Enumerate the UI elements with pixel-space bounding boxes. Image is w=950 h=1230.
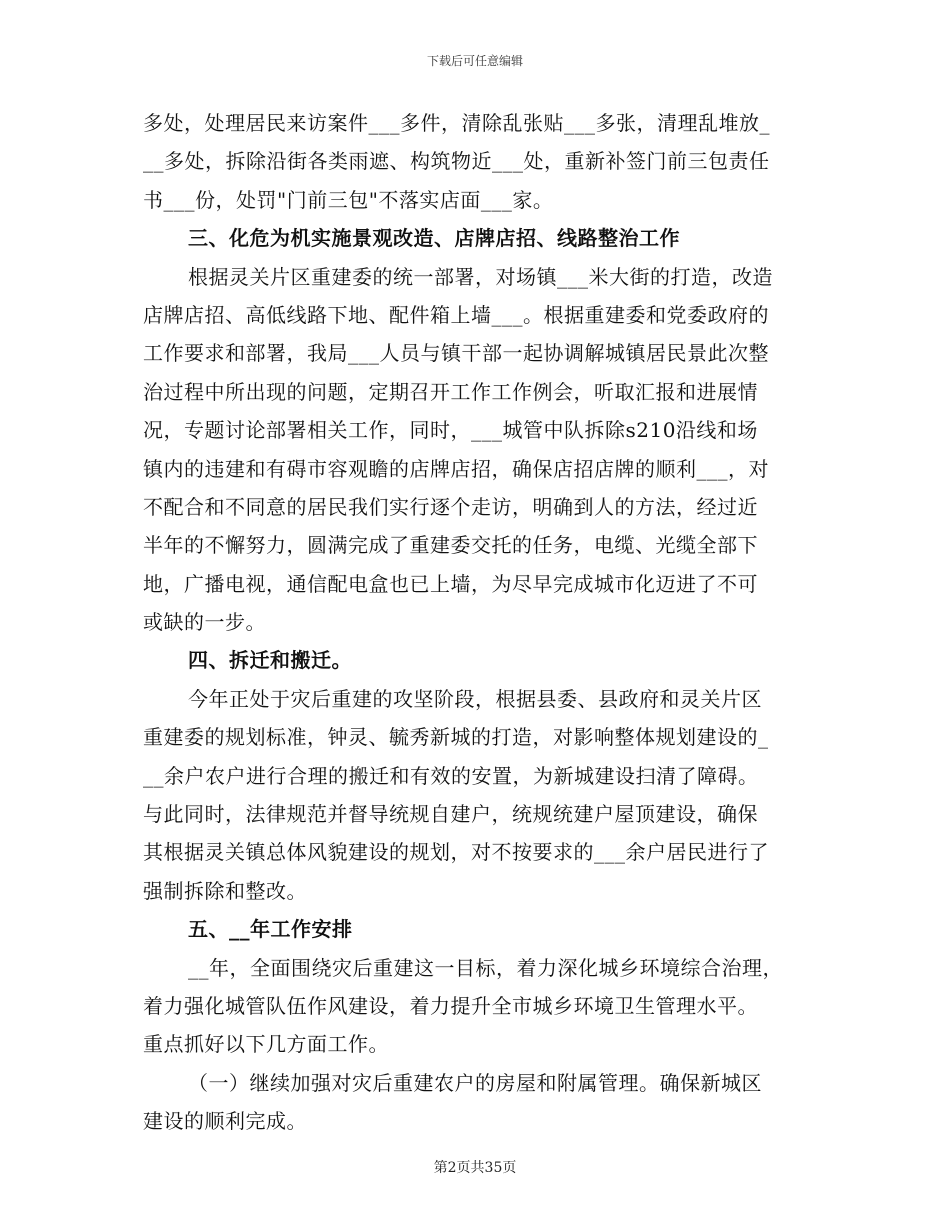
- paragraph-line: __年，全面围绕灾后重建这一目标，着力深化城乡环境综合治理，: [188, 955, 783, 980]
- page-header: 下载后可任意编辑: [426, 54, 523, 68]
- paragraph-line: 今年正处于灾后重建的攻坚阶段，根据县委、县政府和灵关片区: [188, 686, 762, 711]
- paragraph-line: 与此同时，法律规范并督导统规自建户，统规统建户屋顶建设，确保: [143, 802, 758, 827]
- paragraph-line: 书___份，处罚"门前三包"不落实店面___家。: [143, 187, 554, 212]
- paragraph-line: 着力强化城管队伍作风建设，着力提升全市城乡环境卫生管理水平。: [143, 993, 758, 1018]
- paragraph-line: 半年的不懈努力，圆满完成了重建委交托的任务，电缆、光缆全部下: [143, 533, 758, 558]
- paragraph-line: 工作要求和部署，我局___人员与镇干部一起协调解城镇居民景此次整: [143, 341, 769, 366]
- paragraph-line: 重建委的规划标准，钟灵、毓秀新城的打造，对影响整体规划建设的_: [143, 725, 769, 750]
- section-heading: 三、化危为机实施景观改造、店牌店招、线路整治工作: [188, 226, 680, 251]
- paragraph-line: 或缺的一步。: [143, 610, 266, 635]
- paragraph-line: 不配合和不同意的居民我们实行逐个走访，明确到人的方法，经过近: [143, 494, 758, 519]
- paragraph-line: 重点抓好以下几方面工作。: [143, 1032, 389, 1057]
- paragraph-line: 强制拆除和整改。: [143, 878, 307, 903]
- paragraph-line: 治过程中所出现的问题，定期召开工作工作例会，听取汇报和进展情: [143, 379, 758, 404]
- paragraph-line: 店牌店招、高低线路下地、配件箱上墙___。根据重建委和党委政府的: [143, 302, 769, 327]
- paragraph-line: 况，专题讨论部署相关工作，同时，___城管中队拆除s210沿线和场: [143, 418, 758, 443]
- paragraph-line: 建设的顺利完成。: [143, 1109, 307, 1134]
- paragraph-line: （一）继续加强对灾后重建农户的房屋和附属管理。确保新城区: [188, 1070, 762, 1095]
- section-heading: 四、拆迁和搬迁。: [188, 648, 352, 673]
- page-number: 第2页共35页: [433, 1160, 517, 1176]
- paragraph-line: 镇内的违建和有碍市容观瞻的店牌店招，确保店招店牌的顺利___，对: [143, 456, 769, 481]
- paragraph-line: 地，广播电视，通信配电盒也已上墙，为尽早完成城市化迈进了不可: [143, 571, 758, 596]
- document-body: [143, 104, 807, 1141]
- paragraph-line: __余户农户进行合理的搬迁和有效的安置，为新城建设扫清了障碍。: [143, 763, 759, 788]
- paragraph-line: 根据灵关片区重建委的统一部署，对场镇___米大街的打造，改造: [188, 264, 773, 289]
- paragraph-line: 多处，处理居民来访案件___多件，清除乱张贴___多张，清理乱堆放_: [143, 111, 770, 135]
- paragraph-line: 其根据灵关镇总体风貌建设的规划，对不按要求的___余户居民进行了: [143, 840, 769, 865]
- paragraph-line: __多处，拆除沿街各类雨遮、构筑物近___处，重新补签门前三包责任: [143, 149, 770, 174]
- section-heading: 五、__年工作安排: [188, 917, 353, 942]
